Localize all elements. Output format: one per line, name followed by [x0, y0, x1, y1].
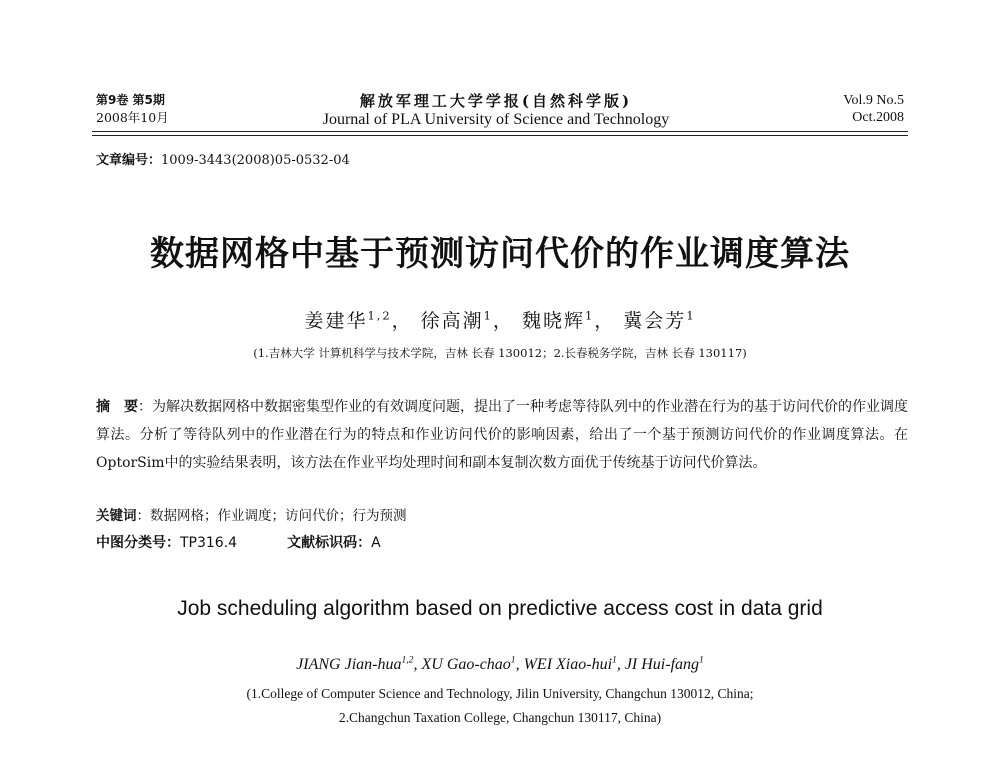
paper-title-cn: 数据网格中基于预测访问代价的作业调度算法	[150, 234, 850, 274]
author-separator: ,	[413, 656, 422, 674]
author-en	[421, 656, 523, 673]
header-rule-bottom	[92, 135, 908, 136]
date-en: Oct.2008	[852, 110, 904, 125]
author-affiliation-mark: 1	[612, 655, 617, 666]
clc-label: 中图分类号：	[96, 535, 180, 551]
doc-code-label: 文献标识码：	[287, 535, 372, 551]
keywords-cn	[96, 504, 407, 524]
author-en	[296, 656, 421, 673]
author-cn	[623, 310, 695, 332]
author-name: 冀会芳	[623, 310, 687, 332]
author-name: 徐高潮	[420, 310, 484, 332]
author-affiliation-mark: 1	[584, 308, 595, 323]
abstract-cn	[96, 393, 908, 477]
author-name: JI Hui-fang	[624, 656, 700, 674]
author-separator: ，	[492, 310, 514, 332]
affiliation-en-line-1: (1.College of Computer Science and Technology, Jilin University, Changchun 130012, China;	[246, 686, 754, 701]
affiliation-cn: (1.吉林大学 计算机科学与技术学院，吉林 长春 130012；2.长春税务学院，吉林 长春 130117)	[253, 346, 747, 360]
doc-code-value: A	[371, 535, 381, 551]
authors-cn	[0, 306, 1000, 333]
author-name: JIANG Jian-hua	[296, 656, 402, 674]
article-number-label: 文章编号：	[96, 153, 162, 168]
keywords-label: 关键词	[96, 508, 137, 524]
classification	[96, 532, 381, 552]
keywords-text: ：数据网格；作业调度；访问代价；行为预测	[136, 508, 407, 524]
author-separator: ,	[515, 656, 524, 674]
volume-issue-cn: 第9卷 第5期	[96, 93, 165, 107]
author-name: 魏晓辉	[521, 310, 585, 332]
affiliation-en-line-2: 2.Changchun Taxation College, Changchun 130117, China)	[338, 710, 662, 725]
author-separator: ，	[391, 310, 413, 332]
paper-title-en: Job scheduling algorithm based on predictive access cost in data grid	[177, 597, 823, 620]
abstract-label: 摘 要	[96, 399, 138, 415]
author-name: WEI Xiao-hui	[523, 656, 613, 674]
journal-name-en: Journal of PLA University of Science and Technology	[322, 111, 670, 128]
header-right	[843, 92, 904, 126]
author-affiliation-mark: 1	[699, 655, 704, 666]
author-separator: ,	[616, 656, 625, 674]
author-affiliation-mark: 1	[510, 655, 516, 666]
author-cn	[304, 310, 412, 332]
article-number-value: 1009-3443(2008)05-0532-04	[161, 153, 350, 168]
author-name: XU Gao-chao	[421, 656, 511, 674]
author-affiliation-mark: 1,2	[401, 655, 414, 666]
article-number	[96, 149, 350, 168]
date-cn: 2008年10月	[96, 110, 169, 125]
author-affiliation-mark: 1,2	[367, 308, 392, 323]
journal-name-cn: 解放军理工大学学报(自然科学版)	[359, 92, 633, 110]
author-en	[524, 656, 625, 673]
author-affiliation-mark: 1	[686, 308, 696, 323]
author-separator: ，	[594, 310, 616, 332]
author-en	[625, 656, 704, 673]
header-rule-top	[92, 131, 908, 132]
clc-value: TP316.4	[180, 535, 238, 551]
header-left	[96, 92, 169, 126]
authors-en	[0, 655, 1000, 674]
abstract-text: ：为解决数据网格中数据密集型作业的有效调度问题，提出了一种考虑等待队列中的作业潜在行为的基于访问代价的作业调度算法。分析了等待队列中的作业潜在行为的特点和作业访问代价的影响因素，给出了一个基于预测访问代价的作业调度算法。在OptorSim中的实验结果表明，该方法在作业平均处理时间和副本复制次数方面优于传统基于访问代价算法。	[96, 399, 908, 471]
author-cn	[522, 310, 615, 332]
header-center	[246, 92, 746, 129]
author-affiliation-mark: 1	[483, 308, 493, 323]
author-name: 姜建华	[304, 310, 368, 332]
volume-issue-en: Vol.9 No.5	[843, 93, 904, 108]
journal-header	[96, 92, 904, 128]
author-cn	[421, 310, 514, 332]
